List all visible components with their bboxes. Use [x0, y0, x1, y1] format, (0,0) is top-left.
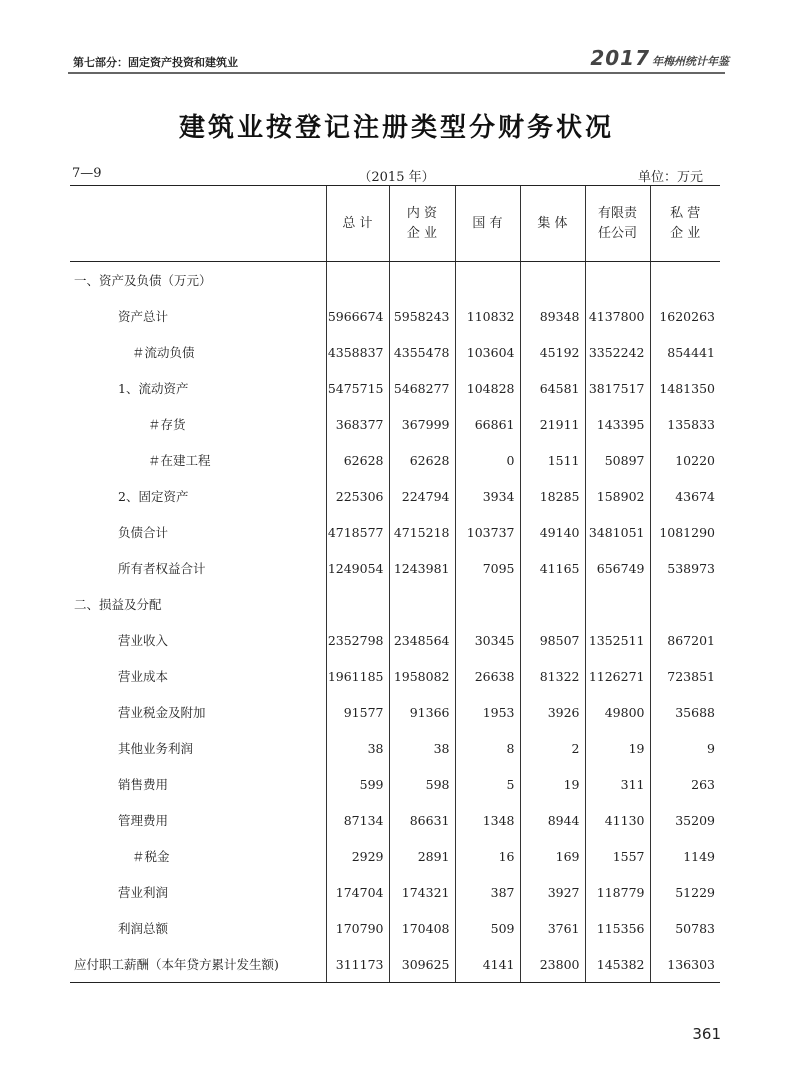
- cell-value: 145382: [585, 946, 650, 983]
- col-collective-label: 集 体: [537, 215, 568, 231]
- cell-value: 4715218: [389, 514, 455, 550]
- cell-value: 3934: [455, 478, 520, 514]
- cell-value: 118779: [585, 874, 650, 910]
- cell-value: 103604: [455, 334, 520, 370]
- row-label: ＃税金: [132, 849, 170, 864]
- cell-value: 43674: [650, 478, 720, 514]
- cell-value: 867201: [650, 622, 720, 658]
- cell-value: [389, 262, 455, 299]
- cell-value: 62628: [326, 442, 389, 478]
- cell-value: 86631: [389, 802, 455, 838]
- cell-value: 2891: [389, 838, 455, 874]
- cell-value: [650, 586, 720, 622]
- cell-value: 3481051: [585, 514, 650, 550]
- row-label: 负债合计: [118, 525, 169, 540]
- cell-value: [520, 586, 585, 622]
- cell-value: 224794: [389, 478, 455, 514]
- row-label: ＃存货: [148, 417, 186, 432]
- cell-value: 38: [389, 730, 455, 766]
- cell-value: [585, 586, 650, 622]
- row-label: 1、流动资产: [118, 381, 189, 396]
- cell-value: 5966674: [326, 298, 389, 334]
- cell-value: 169: [520, 838, 585, 874]
- row-label: 营业收入: [118, 633, 169, 648]
- cell-value: 854441: [650, 334, 720, 370]
- section-header: 第七部分：固定资产投资和建筑业: [73, 56, 238, 69]
- year-note: （2015 年）: [358, 170, 435, 185]
- page-number: 361: [692, 1025, 721, 1043]
- cell-value: 1557: [585, 838, 650, 874]
- row-label: 一、资产及负债（万元）: [74, 273, 212, 288]
- cell-value: 1126271: [585, 658, 650, 694]
- cell-value: 656749: [585, 550, 650, 586]
- row-label: ＃在建工程: [148, 453, 211, 468]
- table-row: [70, 478, 720, 514]
- cell-value: 26638: [455, 658, 520, 694]
- cell-value: 98507: [520, 622, 585, 658]
- cell-value: 2348564: [389, 622, 455, 658]
- table-row: [70, 514, 720, 550]
- cell-value: 10220: [650, 442, 720, 478]
- cell-value: 136303: [650, 946, 720, 983]
- row-label: 资产总计: [118, 309, 169, 324]
- cell-value: 1249054: [326, 550, 389, 586]
- yearbook-name: 年梅州统计年鉴: [652, 55, 729, 68]
- cell-value: [326, 586, 389, 622]
- cell-value: 45192: [520, 334, 585, 370]
- cell-value: 35688: [650, 694, 720, 730]
- row-label: 营业成本: [118, 669, 169, 684]
- cell-value: 599: [326, 766, 389, 802]
- row-label: 营业税金及附加: [118, 705, 206, 720]
- cell-value: 87134: [326, 802, 389, 838]
- cell-value: [455, 586, 520, 622]
- cell-value: [326, 262, 389, 299]
- table-row: [70, 550, 720, 586]
- row-label: 管理费用: [118, 813, 169, 828]
- cell-value: 4358837: [326, 334, 389, 370]
- cell-value: 38: [326, 730, 389, 766]
- cell-value: 1961185: [326, 658, 389, 694]
- cell-value: [650, 262, 720, 299]
- cell-value: 367999: [389, 406, 455, 442]
- cell-value: 1511: [520, 442, 585, 478]
- cell-value: 263: [650, 766, 720, 802]
- cell-value: 2352798: [326, 622, 389, 658]
- cell-value: 387: [455, 874, 520, 910]
- cell-value: 16: [455, 838, 520, 874]
- cell-value: 158902: [585, 478, 650, 514]
- cell-value: 1149: [650, 838, 720, 874]
- cell-value: 4718577: [326, 514, 389, 550]
- cell-value: 0: [455, 442, 520, 478]
- cell-value: 49800: [585, 694, 650, 730]
- cell-value: [389, 586, 455, 622]
- yearbook-year: 2017: [590, 46, 650, 70]
- unit-label: 单位：万元: [637, 170, 703, 185]
- row-label: 其他业务利润: [118, 741, 194, 756]
- header-stub: [70, 186, 326, 262]
- cell-value: [520, 262, 585, 299]
- table-row: [70, 694, 720, 730]
- table-row: [70, 766, 720, 802]
- cell-value: 538973: [650, 550, 720, 586]
- cell-value: 143395: [585, 406, 650, 442]
- cell-value: 5475715: [326, 370, 389, 406]
- cell-value: 174704: [326, 874, 389, 910]
- cell-value: [585, 262, 650, 299]
- page-title: 建筑业按登记注册类型分财务状况: [178, 113, 614, 143]
- cell-value: 3352242: [585, 334, 650, 370]
- table-row: [70, 658, 720, 694]
- cell-value: 311173: [326, 946, 389, 983]
- cell-value: 7095: [455, 550, 520, 586]
- col-state-label: 国 有: [472, 215, 503, 231]
- table-row: [70, 838, 720, 874]
- cell-value: 81322: [520, 658, 585, 694]
- col-collective: [520, 186, 585, 262]
- table-row: [70, 586, 720, 622]
- row-label: 利润总额: [118, 921, 169, 936]
- cell-value: 4137800: [585, 298, 650, 334]
- cell-value: 21911: [520, 406, 585, 442]
- table-row: [70, 262, 720, 299]
- col-total-label: 总 计: [342, 215, 373, 231]
- cell-value: 19: [585, 730, 650, 766]
- cell-value: 104828: [455, 370, 520, 406]
- col-state: [455, 186, 520, 262]
- row-label: ＃流动负债: [132, 345, 195, 360]
- cell-value: 1348: [455, 802, 520, 838]
- col-domestic-label: 内 资 企 业: [406, 205, 438, 241]
- col-total: [326, 186, 389, 262]
- table-row: [70, 370, 720, 406]
- col-limited: [585, 186, 650, 262]
- cell-value: 30345: [455, 622, 520, 658]
- cell-value: 5468277: [389, 370, 455, 406]
- cell-value: 89348: [520, 298, 585, 334]
- col-private-label: 私 营 企 业: [670, 205, 701, 241]
- cell-value: 170790: [326, 910, 389, 946]
- row-label: 营业利润: [118, 885, 169, 900]
- cell-value: 8944: [520, 802, 585, 838]
- row-label: 2、固定资产: [118, 489, 189, 504]
- cell-value: 5958243: [389, 298, 455, 334]
- table-row: [70, 874, 720, 910]
- cell-value: 64581: [520, 370, 585, 406]
- cell-value: 225306: [326, 478, 389, 514]
- table-row: [70, 946, 720, 983]
- cell-value: 1953: [455, 694, 520, 730]
- cell-value: 598: [389, 766, 455, 802]
- table-row: [70, 442, 720, 478]
- cell-value: 62628: [389, 442, 455, 478]
- cell-value: 23800: [520, 946, 585, 983]
- table-row: [70, 334, 720, 370]
- row-label: 二、损益及分配: [74, 597, 162, 612]
- cell-value: 2: [520, 730, 585, 766]
- cell-value: 3926: [520, 694, 585, 730]
- cell-value: 4355478: [389, 334, 455, 370]
- cell-value: 9: [650, 730, 720, 766]
- cell-value: 50897: [585, 442, 650, 478]
- cell-value: 309625: [389, 946, 455, 983]
- financial-table: [70, 185, 720, 983]
- cell-value: 18285: [520, 478, 585, 514]
- cell-value: 3817517: [585, 370, 650, 406]
- cell-value: 2929: [326, 838, 389, 874]
- cell-value: 8: [455, 730, 520, 766]
- table-row: [70, 298, 720, 334]
- table-row: [70, 406, 720, 442]
- col-limited-label: 有限责 任公司: [597, 205, 637, 241]
- cell-value: 135833: [650, 406, 720, 442]
- cell-value: 110832: [455, 298, 520, 334]
- cell-value: 49140: [520, 514, 585, 550]
- table-row: [70, 622, 720, 658]
- cell-value: 723851: [650, 658, 720, 694]
- row-label: 应付职工薪酬（本年贷方累计发生额): [70, 946, 326, 983]
- cell-value: 91366: [389, 694, 455, 730]
- cell-value: [455, 262, 520, 299]
- cell-value: 1243981: [389, 550, 455, 586]
- cell-value: 368377: [326, 406, 389, 442]
- cell-value: 1958082: [389, 658, 455, 694]
- cell-value: 3927: [520, 874, 585, 910]
- cell-value: 50783: [650, 910, 720, 946]
- cell-value: 51229: [650, 874, 720, 910]
- cell-value: 35209: [650, 802, 720, 838]
- cell-value: 5: [455, 766, 520, 802]
- row-label: 所有者权益合计: [118, 561, 206, 576]
- table-row: [70, 802, 720, 838]
- cell-value: 91577: [326, 694, 389, 730]
- table-header-row: [70, 186, 720, 262]
- table-row: [70, 910, 720, 946]
- col-domestic: [389, 186, 455, 262]
- cell-value: 509: [455, 910, 520, 946]
- yearbook-title: [590, 46, 729, 70]
- cell-value: 41165: [520, 550, 585, 586]
- cell-value: 1620263: [650, 298, 720, 334]
- cell-value: 3761: [520, 910, 585, 946]
- col-private: [650, 186, 720, 262]
- cell-value: 66861: [455, 406, 520, 442]
- cell-value: 41130: [585, 802, 650, 838]
- cell-value: 103737: [455, 514, 520, 550]
- cell-value: 311: [585, 766, 650, 802]
- row-label: 销售费用: [118, 777, 169, 792]
- header-divider: [68, 72, 725, 74]
- cell-value: 115356: [585, 910, 650, 946]
- table-number: 7—9: [72, 166, 102, 181]
- cell-value: 174321: [389, 874, 455, 910]
- cell-value: 1352511: [585, 622, 650, 658]
- cell-value: 4141: [455, 946, 520, 983]
- cell-value: 170408: [389, 910, 455, 946]
- cell-value: 1481350: [650, 370, 720, 406]
- table-row: [70, 730, 720, 766]
- cell-value: 1081290: [650, 514, 720, 550]
- cell-value: 19: [520, 766, 585, 802]
